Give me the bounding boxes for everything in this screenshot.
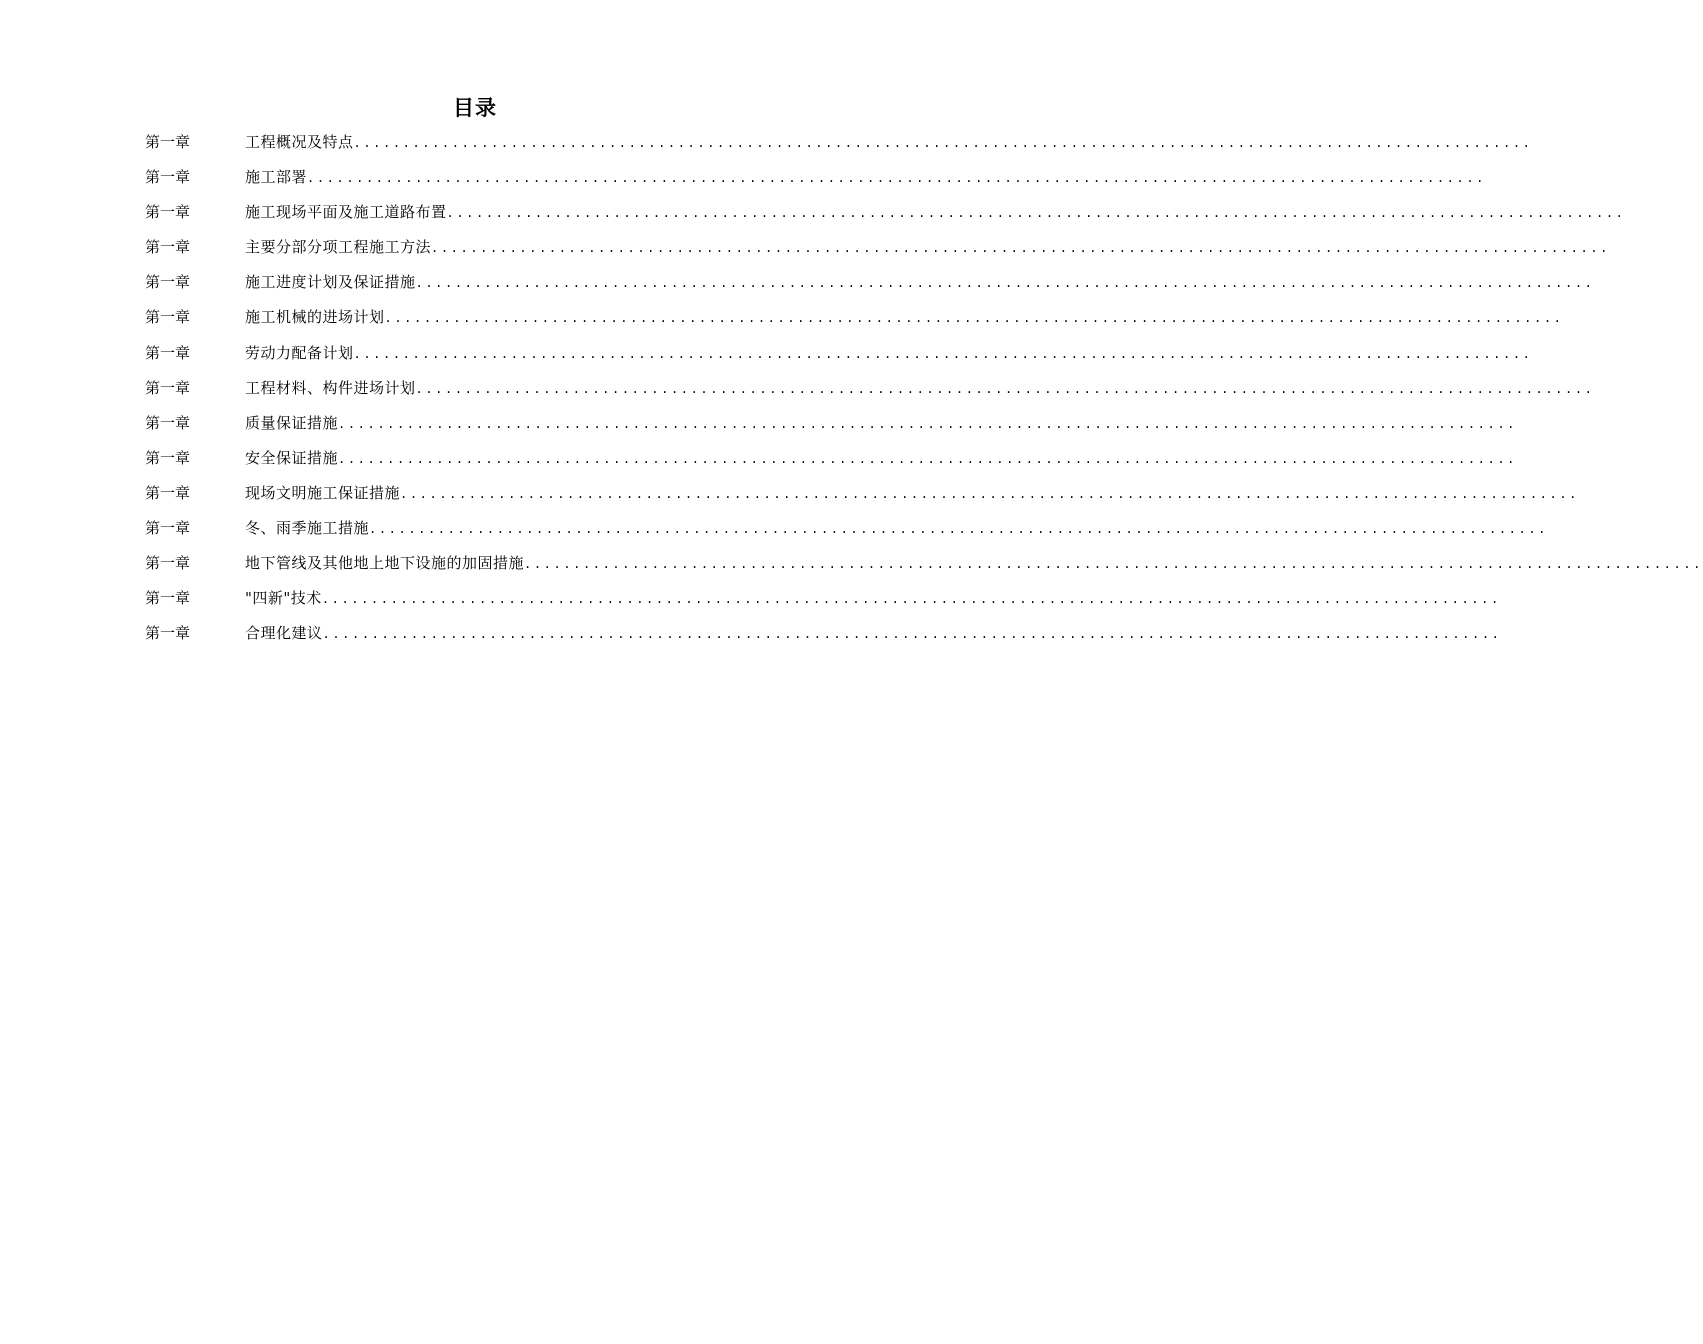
chapter-number: 第一章 xyxy=(145,589,191,608)
dot-leader: ........................................................................................................................ xyxy=(338,416,1517,431)
dot-leader: ........................................................................................................................ xyxy=(322,627,1502,642)
table-of-contents xyxy=(145,131,1703,657)
page-title: 目录 xyxy=(453,95,497,120)
toc-entry[interactable] xyxy=(145,342,1533,377)
toc-entry[interactable] xyxy=(145,377,1595,412)
toc-entry[interactable] xyxy=(145,622,1502,657)
chapter-title: 冬、雨季施工措施 xyxy=(245,519,370,538)
chapter-number: 第一章 xyxy=(145,624,191,643)
toc-entry[interactable] xyxy=(145,306,1564,341)
chapter-number: 第一章 xyxy=(145,308,191,327)
chapter-title: 工程概况及特点 xyxy=(245,133,354,151)
dot-leader: ........................................................................................................................ xyxy=(415,381,1595,396)
toc-entry[interactable] xyxy=(145,482,1579,517)
toc-entry[interactable] xyxy=(145,517,1548,552)
dot-leader: ........................................................................................................................ xyxy=(307,171,1486,186)
chapter-number: 第一章 xyxy=(145,168,191,187)
toc-entry[interactable] xyxy=(145,236,1610,271)
toc-entry[interactable] xyxy=(145,552,1703,587)
toc-entry[interactable] xyxy=(145,271,1595,306)
dot-leader: ........................................................................................................................ xyxy=(353,346,1533,361)
chapter-number: 第一章 xyxy=(145,273,191,292)
dot-leader: ........................................................................................................................ xyxy=(415,276,1595,291)
chapter-title: 工程材料、构件进场计划 xyxy=(245,378,416,397)
toc-entry[interactable] xyxy=(145,131,1533,166)
dot-leader: ........................................................................................................................ xyxy=(384,311,1564,326)
toc-entry[interactable] xyxy=(145,447,1517,482)
chapter-title: 合理化建议 xyxy=(245,624,323,643)
toc-entry[interactable] xyxy=(145,412,1517,447)
dot-leader: ........................................................................................................................ xyxy=(321,592,1501,607)
chapter-title: 劳动力配备计划 xyxy=(245,343,354,362)
chapter-title: "四新"技术 xyxy=(245,589,322,608)
dot-leader: ........................................................................................................................ xyxy=(369,522,1548,537)
toc-entry[interactable] xyxy=(145,166,1486,201)
chapter-number: 第一章 xyxy=(145,133,191,151)
toc-entry[interactable] xyxy=(145,587,1501,622)
chapter-number: 第一章 xyxy=(145,203,191,222)
dot-leader: ........................................................................................................................ xyxy=(400,486,1579,501)
chapter-title: 主要分部分项工程施工方法 xyxy=(245,238,432,257)
dot-leader: ........................................................................................................................ xyxy=(338,451,1517,466)
dot-leader: ........................................................................................................................ xyxy=(353,136,1533,150)
chapter-title: 质量保证措施 xyxy=(245,413,339,432)
chapter-number: 第一章 xyxy=(145,554,191,573)
dot-leader: ........................................................................................................................ xyxy=(446,206,1626,221)
chapter-number: 第一章 xyxy=(145,483,191,502)
chapter-number: 第一章 xyxy=(145,413,191,432)
chapter-number: 第一章 xyxy=(145,343,191,362)
chapter-number: 第一章 xyxy=(145,378,191,397)
toc-entry[interactable] xyxy=(145,201,1626,236)
chapter-title: 施工现场平面及施工道路布置 xyxy=(245,203,447,222)
chapter-title: 施工进度计划及保证措施 xyxy=(245,273,416,292)
chapter-title: 现场文明施工保证措施 xyxy=(245,483,401,502)
dot-leader: ........................................................................................................................ xyxy=(431,241,1610,256)
chapter-title: 安全保证措施 xyxy=(245,448,339,467)
chapter-number: 第一章 xyxy=(145,519,191,538)
chapter-number: 第一章 xyxy=(145,448,191,467)
chapter-title: 地下管线及其他地上地下设施的加固措施 xyxy=(245,554,525,573)
chapter-title: 施工机械的进场计划 xyxy=(245,308,385,327)
chapter-number: 第一章 xyxy=(145,238,191,257)
chapter-title: 施工部署 xyxy=(245,168,308,187)
dot-leader: ........................................................................................................................ xyxy=(524,557,1703,572)
